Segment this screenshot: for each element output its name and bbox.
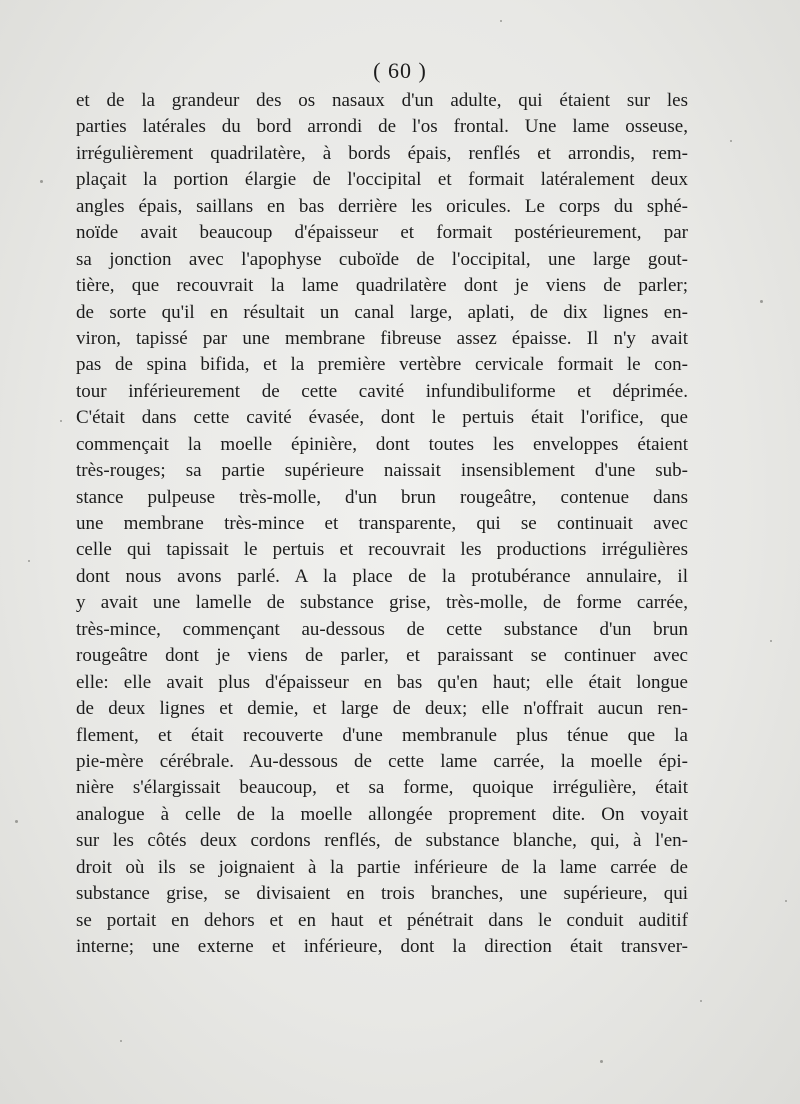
text-line: commençait la moelle épinière, dont toutes les enveloppes étaient <box>76 433 688 455</box>
scan-speck <box>15 820 18 823</box>
scan-speck <box>730 140 732 142</box>
body-text <box>76 88 688 960</box>
text-line: tière, que recouvrait la lame quadrilatère dont je viens de parler; <box>76 275 688 297</box>
page-number: ( 60 ) <box>373 58 427 83</box>
text-line: rougeâtre dont je viens de parler, et paraissant se continuer avec <box>76 645 688 667</box>
text-line: stance pulpeuse très-molle, d'un brun rougeâtre, contenue dans <box>76 486 688 508</box>
scan-speck <box>770 640 772 642</box>
text-line: de deux lignes et demie, et large de deux; elle n'offrait aucun ren- <box>76 698 688 720</box>
text-line: plaçait la portion élargie de l'occipital et formait latéralement deux <box>76 169 688 191</box>
scan-speck <box>28 560 30 562</box>
scan-speck <box>785 900 787 902</box>
scan-speck <box>500 20 502 22</box>
text-line: de sorte qu'il en résultait un canal large, aplati, de dix lignes en- <box>76 301 688 323</box>
scan-speck <box>760 300 763 303</box>
text-line: pas de spina bifida, et la première vertèbre cervicale formait le con- <box>76 354 688 376</box>
text-line: sa jonction avec l'apophyse cuboïde de l'occipital, une large gout- <box>76 248 688 270</box>
text-line: irrégulièrement quadrilatère, à bords épais, renflés et arrondis, rem- <box>76 142 688 164</box>
scan-speck <box>60 420 62 422</box>
text-line: se portait en dehors et en haut et pénétrait dans le conduit auditif <box>76 909 688 931</box>
text-line: droit où ils se joignaient à la partie inférieure de la lame carrée de <box>76 856 688 878</box>
text-line: noïde avait beaucoup d'épaisseur et formait postérieurement, par <box>76 222 688 244</box>
text-line: y avait une lamelle de substance grise, très-molle, de forme carrée, <box>76 592 688 614</box>
text-line: celle qui tapissait le pertuis et recouvrait les productions irrégulières <box>76 539 688 561</box>
text-line: elle: elle avait plus d'épaisseur en bas qu'en haut; elle était longue <box>76 671 688 693</box>
text-line: une membrane très-mince et transparente, qui se continuait avec <box>76 513 688 534</box>
text-line: tour inférieurement de cette cavité infundibuliforme et déprimée. <box>76 380 688 402</box>
text-line: nière s'élargissait beaucoup, et sa forme, quoique irrégulière, était <box>76 777 688 799</box>
scan-speck <box>700 1000 702 1002</box>
text-line: très-rouges; sa partie supérieure naissait insensiblement d'une sub- <box>76 460 688 482</box>
text-line: sur les côtés deux cordons renflés, de substance blanche, qui, à l'en- <box>76 830 688 852</box>
scan-speck <box>40 180 43 183</box>
scan-speck <box>600 1060 603 1063</box>
text-line: analogue à celle de la moelle allongée proprement dite. On voyait <box>76 803 688 825</box>
text-line: très-mince, commençant au-dessous de cette substance d'un brun <box>76 618 688 640</box>
text-line: viron, tapissé par une membrane fibreuse assez épaisse. Il n'y avait <box>76 327 688 349</box>
scan-speck <box>120 1040 122 1042</box>
text-line: pie-mère cérébrale. Au-dessous de cette lame carrée, la moelle épi- <box>76 750 688 772</box>
text-line: interne; une externe et inférieure, dont la direction était transver- <box>76 936 688 957</box>
text-line: angles épais, saillans en bas derrière les oricules. Le corps du sphé- <box>76 195 688 217</box>
text-line: substance grise, se divisaient en trois branches, une supérieure, qui <box>76 883 688 905</box>
text-line: flement, et était recouverte d'une membranule plus ténue que la <box>76 724 688 746</box>
text-line: C'était dans cette cavité évasée, dont le pertuis était l'orifice, que <box>76 407 688 429</box>
text-line: et de la grandeur des os nasaux d'un adulte, qui étaient sur les <box>76 90 688 111</box>
text-line: dont nous avons parlé. A la place de la protubérance annulaire, il <box>76 565 688 587</box>
text-line: parties latérales du bord arrondi de l'os frontal. Une lame osseuse, <box>76 116 688 138</box>
